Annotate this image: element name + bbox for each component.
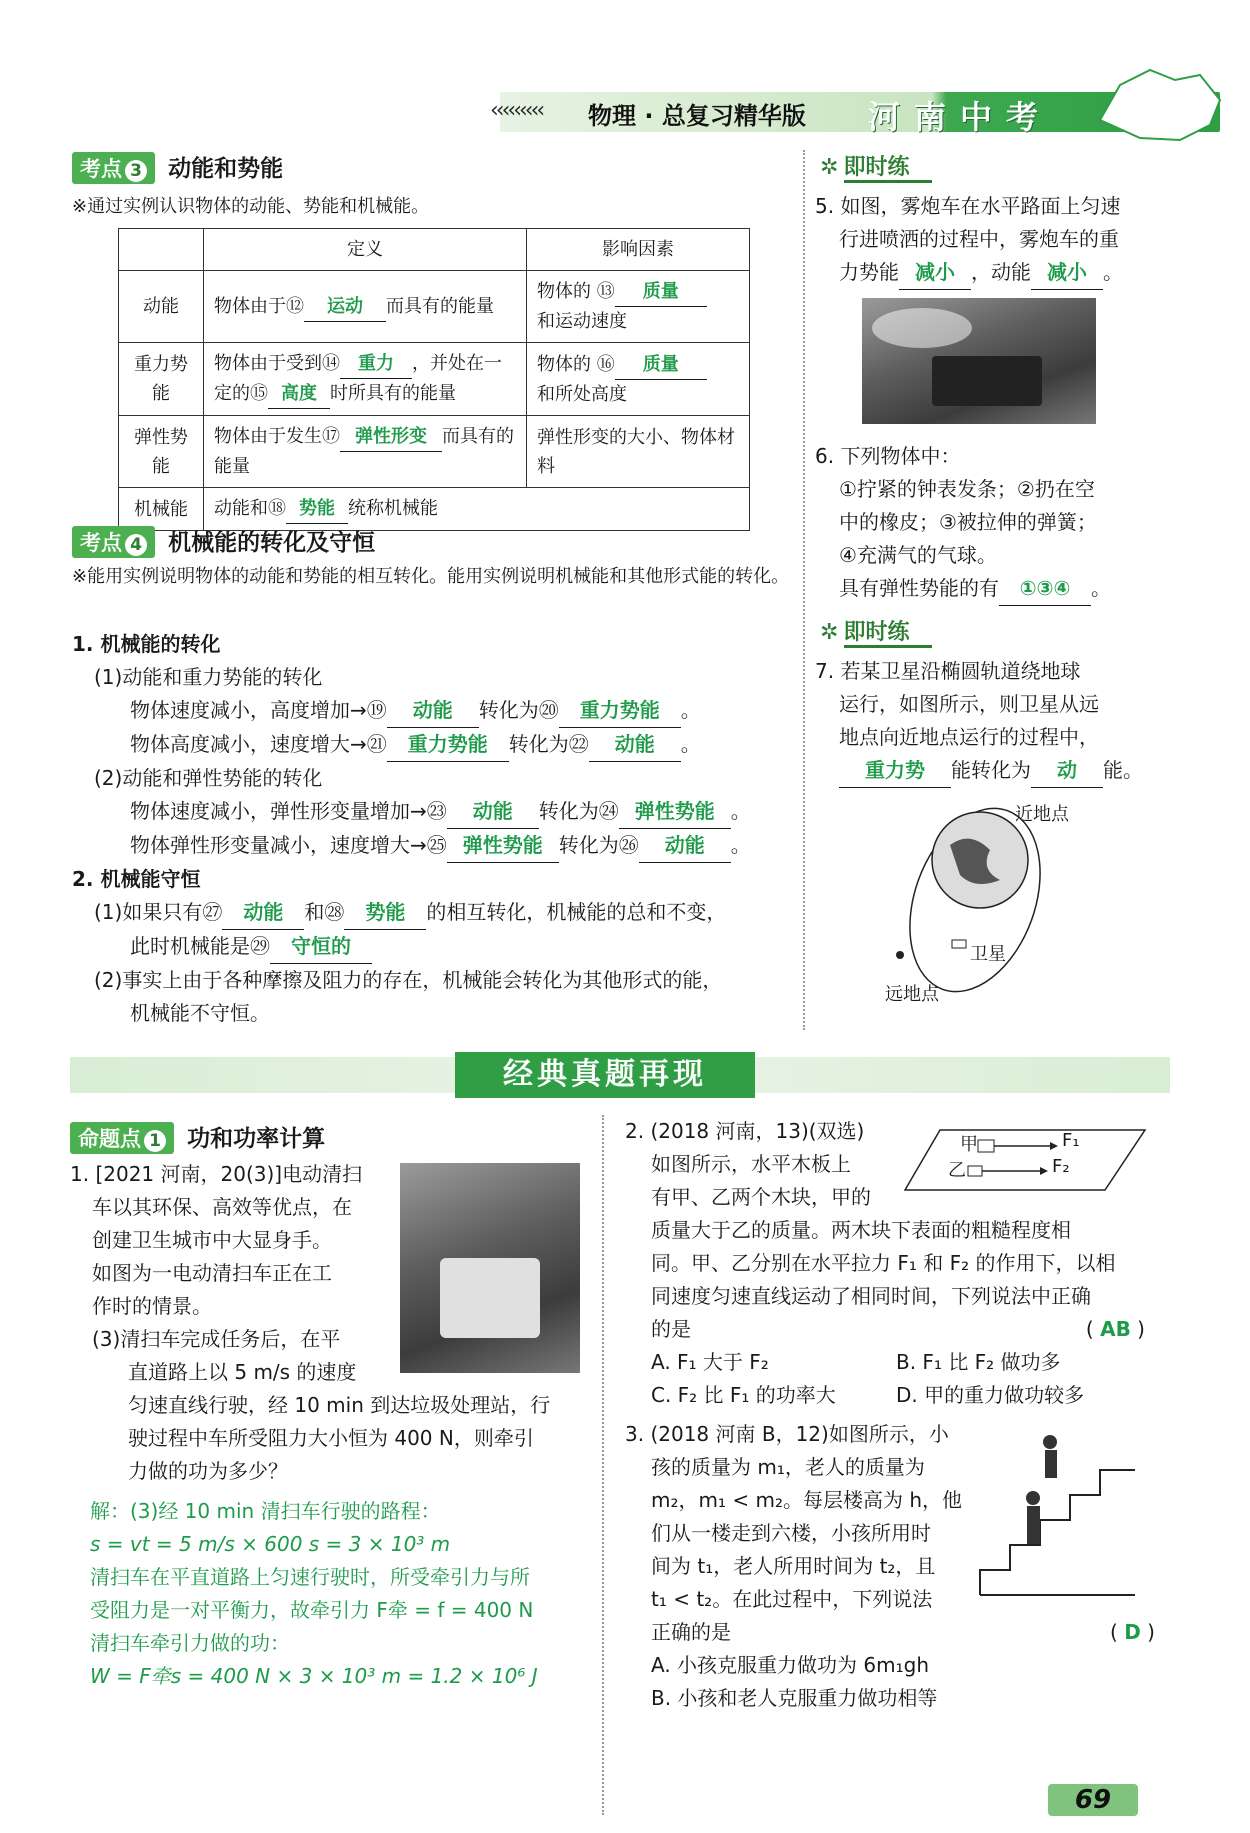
question-7: 7. 若某卫星沿椭圆轨道绕地球 运行，如图所示，则卫星从远 地点向近地点运行的过程中， 重力势 能转化为 动 能。 [815, 655, 1235, 788]
block-yi-label: 乙 [948, 1160, 966, 1181]
kp4-note: ※能用实例说明物体的动能和势能的相互转化。能用实例说明机械能和其他形式能的转化。 [72, 566, 790, 587]
page-number: 69 [1048, 1784, 1138, 1816]
question-5: 5. 如图，雾炮车在水平路面上匀速 行进喷洒的过程中，雾炮车的重 力势能 减小 ，动能 减小 。 [815, 190, 1235, 290]
kp3-heading [72, 150, 283, 184]
solution-1: 解：(3)经 10 min 清扫车行驶的路程： s = vt = 5 m/s × 600 s = 3 × 10³ m 清扫车在平直道路上匀速行驶时，所受牵引力与所 受阻力是一对平衡力，故牵引力 F牵 = f = 400 N 清扫车牵引力做的功： W = F牵s = 400 N × 3 × 10³ m = 1.2 × 10⁶ J [90, 1499, 538, 1688]
table-row: 动能 物体由于⑫ 运动 而具有的能量 物体的 ⑬ 质量 和运动速度 [119, 271, 750, 343]
far-point-label: 远地点 [885, 984, 939, 1005]
column-divider [602, 1115, 604, 1815]
kp4-title: 机械能的转化及守恒 [168, 530, 376, 556]
wood-board-diagram [900, 1120, 1150, 1200]
header-title: 河南中考 [868, 98, 1053, 136]
question-1: 1. [2021 河南，20(3)]电动清扫 车以其环保、高效等优点，在 创建卫生城市中大显身手。 如图为一电动清扫车正在工 作时的情景。 (3)清扫车完成任务后，在平 直道路上以 5 m/s 的速度 匀速直线行驶，经 10 min 到达垃圾处理站，行 驶过程中车所受阻力大小恒为 400 N，则牵引 力做的功为多少？ [70, 1162, 551, 1483]
table-row: 弹性势能 物体由于发生⑰ 弹性形变 而具有的能量 弹性形变的大小、物体材料 [119, 416, 750, 488]
header-arrows: ‹‹‹‹‹‹‹‹‹ [490, 98, 543, 123]
question-2: 2. (2018 河南，13)(双选) 如图所示，水平木板上 有甲、乙两个木块，甲的 质量大于乙的质量。两木块下表面的粗糙程度相 同。甲、乙分别在水平拉力 F₁ 和 F₂ 的作用下，以相 同速度匀速直线运动了相同时间，下列说法中正确 的是 ( AB ) A. F₁ 大于 F₂ B. F₁ 比 F₂ 做功多 C. F₂ 比 F₁ 的功率大 D. 甲的重力做功较多 [625, 1119, 1145, 1407]
answer-2: AB [1100, 1317, 1131, 1341]
block-jia-label: 甲 [960, 1134, 978, 1155]
table-head-definition: 定义 [204, 229, 527, 271]
table-row: 机械能 动能和⑱ 势能 统称机械能 [119, 488, 750, 531]
force-f1-label: F₁ [1062, 1130, 1080, 1151]
henan-map-icon [1080, 60, 1240, 150]
kp3-table [118, 228, 750, 531]
kp3-note: ※通过实例认识物体的动能、势能和机械能。 [72, 196, 430, 217]
answer-3: D [1124, 1620, 1141, 1644]
practice-label-2: ✲ 即时练 [820, 615, 932, 646]
satellite-label: 卫星 [970, 944, 1006, 965]
gear-icon: ✲ [820, 155, 839, 180]
section-banner: 经典真题再现 [455, 1052, 755, 1098]
kp3-tag: 考点 3 [72, 152, 155, 184]
force-f2-label: F₂ [1052, 1156, 1070, 1177]
column-divider [803, 150, 805, 1030]
table-head-factor: 影响因素 [527, 229, 750, 271]
mt1-tag: 命题点 1 [70, 1122, 174, 1154]
mt1-title: 功和功率计算 [187, 1126, 326, 1152]
question-3: 3. (2018 河南 B，12)如图所示，小 孩的质量为 m₁，老人的质量为 m₂，m₁ < m₂。每层楼高为 h，他 们从一楼走到六楼，小孩所用时 间为 t₁，老人所用时间为 t₂，且 t₁ < t₂。在此过程中，下列说法 正确的是 ( D ) A. 小孩克服重力做功为 6m₁gh B. 小孩和老人克服重力做功相等 [625, 1422, 1155, 1710]
kp4-heading [72, 524, 375, 558]
kp3-title: 动能和势能 [168, 156, 284, 182]
gear-icon: ✲ [820, 620, 839, 645]
table-row: 重力势能 物体由于受到⑭ 重力 ，并处在一定的⑮ 高度 时所具有的能量 物体的 ⑯ 质量 和所处高度 [119, 343, 750, 416]
kp4-tag: 考点 4 [72, 526, 155, 558]
fog-cannon-truck-photo [862, 298, 1096, 424]
practice-label-1: ✲ 即时练 [820, 150, 932, 181]
stairs-figure [975, 1430, 1140, 1600]
question-6: 6. 下列物体中： ①拧紧的钟表发条；②扔在空 中的橡皮；③被拉伸的弹簧； ④充满气的气球。 具有弹性势能的有 ①③④ 。 [815, 440, 1235, 606]
header-subtitle: 物理 · 总复习精华版 [588, 102, 806, 130]
street-sweeper-photo [400, 1163, 580, 1373]
kp4-body: 1. 机械能的转化 (1)动能和重力势能的转化 物体速度减小，高度增加→⑲ 动能 转化为⑳ 重力势能 。 物体高度减小，速度增大→㉑ 重力势能 转化为㉒ 动能 。 (2)动能和弹性势能的转化 物体速度减小，弹性形变量增加→㉓ 动能 转化为㉔ 弹性势能 。 物体弹性形变量减小，速度增大→㉕ 弹性势能 转化为㉖ 动能 。 2. 机械能守恒 (1)如果只有㉗ 动能 和㉘ 势能 的相互转化，机械能的总和不变， 此时机械能是㉙ 守恒的 (2)事实上由于各种摩擦及阻力的存在，机械能会转化为其他形式的能， 机械能不守恒。 [72, 632, 751, 1025]
near-point-label: 近地点 [1015, 804, 1069, 825]
mt1-heading [70, 1120, 325, 1154]
